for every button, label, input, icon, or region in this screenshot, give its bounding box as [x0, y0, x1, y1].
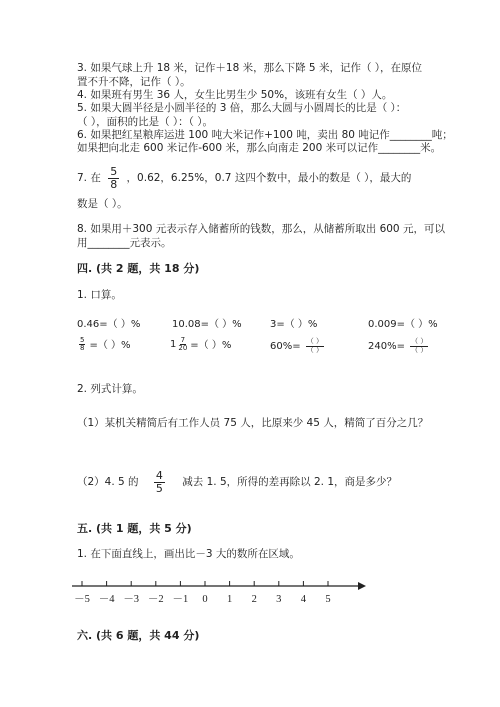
oral-r2-c4-numerator: （ ）: [411, 337, 428, 345]
oral-r1-c1: 0.46=（ ）%: [77, 319, 141, 330]
calc-p2-numerator: 4: [155, 469, 163, 482]
oral-r1-c3: 3=（ ）%: [270, 319, 318, 330]
oral-r1-c2: 10.08=（ ）%: [172, 319, 242, 330]
q7-fraction: [108, 166, 119, 190]
oral-r2-c2-mixed-number: [170, 337, 190, 353]
number-line-arrow: [358, 582, 366, 590]
q7-frac-numerator: 5: [110, 165, 118, 178]
oral-r2-c4-denominator: （ ）: [411, 345, 428, 354]
calc-title: 2. 列式计算。: [77, 383, 143, 395]
oral-r2-c2-numerator: 7: [180, 336, 186, 344]
section-5-heading: 五. (共 1 题，共 5 分): [77, 522, 192, 535]
number-line-label: 4: [300, 594, 307, 605]
number-line-label: 3: [276, 594, 282, 605]
number-line-label: －1: [172, 594, 189, 605]
oral-r2-c2-fraction: [177, 337, 188, 353]
q7-rest: ，0.62，6.25%，0.7 这四个数中，最小的数是（ ），最大的: [126, 172, 412, 185]
number-line-label: －3: [123, 594, 140, 605]
oral-r2-c1-denominator: 8: [80, 344, 85, 353]
oral-r2-c2: [170, 337, 231, 353]
oral-r2-c2-rest: =（ ）%: [190, 339, 232, 351]
oral-r2-c4-prefix: 240%=: [368, 341, 405, 353]
calc-p2-rest: 减去 1. 5，所得的差再除以 2. 1，商是多少？: [182, 476, 397, 489]
oral-r2-c4-fraction: [410, 338, 428, 354]
number-line[interactable]: [70, 578, 370, 608]
oral-r2-c2-whole: 1: [170, 339, 177, 351]
number-line-ticks: [74, 581, 331, 605]
calc-p2-prefix: （2）4. 5 的: [77, 476, 139, 489]
section-6-heading: 六. (共 6 题，共 44 分): [77, 629, 200, 642]
q5-line2: （ ），面积的比是（ ）：（ ）。: [77, 116, 214, 128]
calc-problem-2: [77, 470, 397, 494]
q8-line2: 用________元表示。: [77, 237, 172, 249]
oral-title: 1. 口算。: [77, 289, 122, 301]
number-line-label: 0: [202, 594, 208, 605]
number-line-label: －2: [147, 594, 164, 605]
q7-prefix: 7. 在: [77, 172, 101, 185]
oral-r2-c3-fraction: [306, 338, 324, 354]
section-4-heading: 四. (共 2 题，共 18 分): [77, 262, 200, 275]
oral-r1-c4: 0.009=（ ）%: [368, 319, 438, 330]
q7-line1: [77, 166, 411, 190]
oral-r2-c1-rest: =（ ）%: [89, 339, 131, 351]
q6-line1: 6. 如果把红星粮库运进 100 吨大米记作+100 吨，卖出 80 吨记作________吨；: [77, 129, 453, 141]
oral-r2-c2-denominator: 20: [178, 344, 188, 353]
q3-line2: 置不升不降，记作（ ）。: [77, 76, 191, 88]
oral-r2-c3-denominator: （ ）: [306, 345, 324, 354]
oral-r2-c4: [368, 338, 428, 354]
q3-line1: 3. 如果气球上升 18 米，记作＋18 米，那么下降 5 米，记作（ ），在原位: [77, 62, 423, 74]
oral-r2-c3: [270, 338, 324, 354]
q5-line1: 5. 如果大圆半径是小圆半径的 3 倍，那么大圆与小圆周长的比是（ ）：: [77, 102, 407, 114]
oral-r2-c1: [75, 337, 131, 353]
q7-frac-denominator: 8: [110, 177, 118, 191]
q7-line2: 数是（ ）。: [77, 198, 128, 210]
number-line-label: －4: [98, 594, 115, 605]
q8-line1: 8. 如果用＋300 元表示存入储蓄所的钱数，那么，从储蓄所取出 600 元，可以: [77, 223, 445, 235]
number-line-label: －5: [74, 594, 90, 605]
q5-1-text: 1. 在下面直线上，画出比－3 大的数所在区域。: [77, 548, 300, 560]
oral-r2-c1-fraction: [79, 337, 85, 353]
oral-r2-c1-numerator: 5: [80, 336, 85, 344]
q4-text: 4. 如果班有男生 36 人，女生比男生少 50%，该班有女生（ ）人。: [77, 89, 393, 101]
calc-p2-fraction: [154, 470, 165, 494]
calc-problem-1: （1）某机关精简后有工作人员 75 人，比原来少 45 人，精简了百分之几？: [77, 417, 429, 429]
oral-r2-c3-numerator: （ ）: [306, 337, 324, 345]
number-line-label: 5: [325, 594, 331, 605]
oral-r2-c3-prefix: 60%=: [270, 341, 301, 353]
q6-line2: 如果把向北走 600 米记作-600 米，那么向南走 200 米可以记作________米。: [77, 142, 442, 154]
number-line-label: 2: [251, 594, 257, 605]
number-line-label: 1: [226, 594, 233, 605]
calc-p2-denominator: 5: [155, 481, 163, 495]
